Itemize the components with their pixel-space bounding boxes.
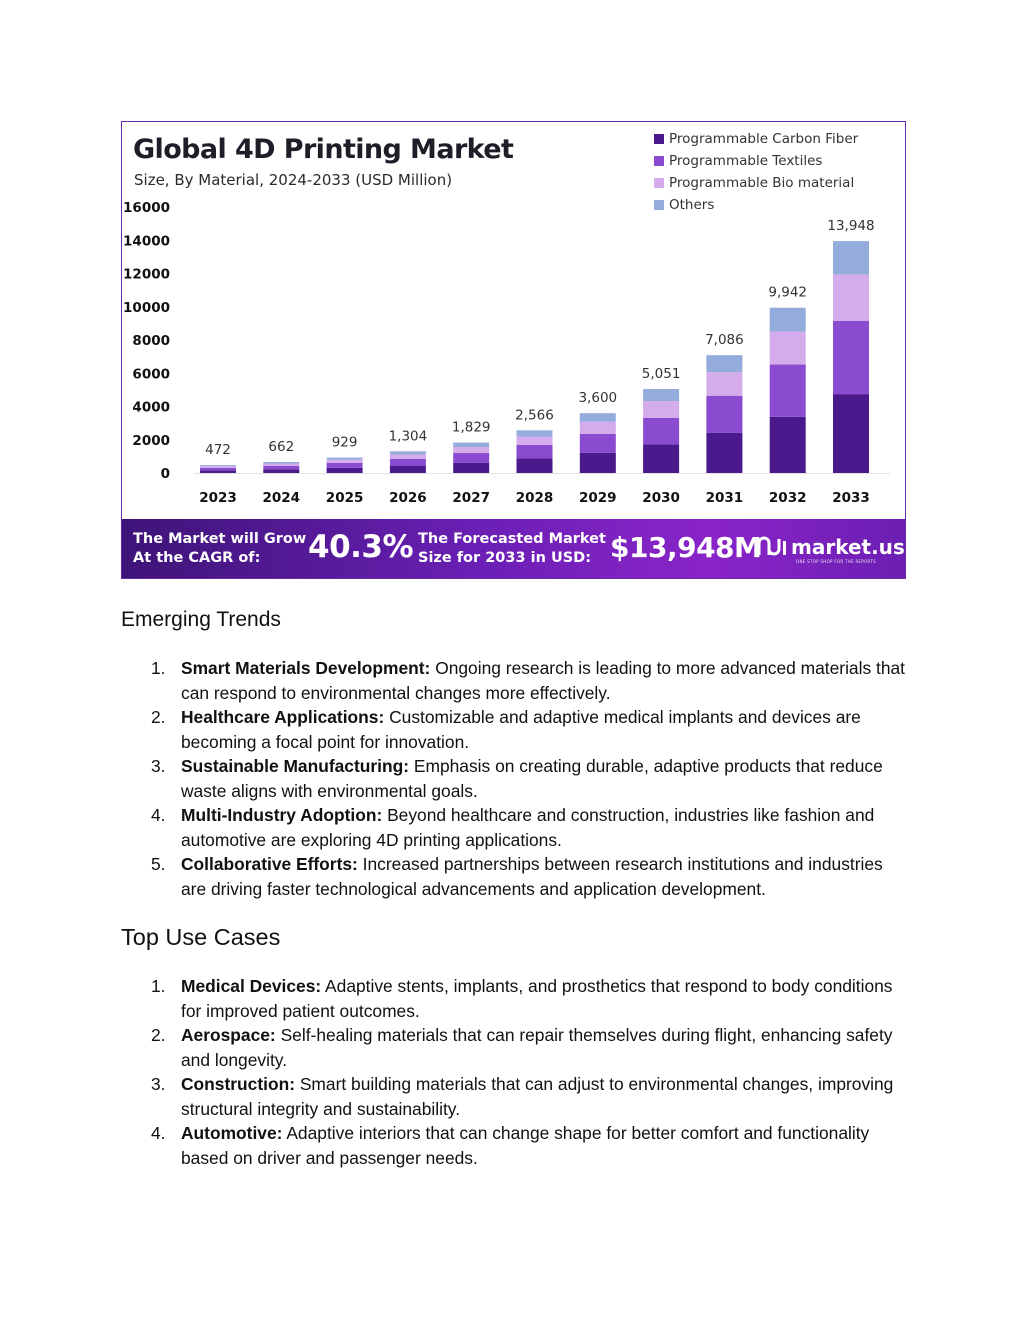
y-tick-label: 4000 xyxy=(132,399,170,416)
list-number: 4. xyxy=(151,805,166,825)
bar-total-label: 662 xyxy=(268,438,295,455)
chart-legend xyxy=(654,128,858,216)
chart-title: Global 4D Printing Market xyxy=(133,134,514,165)
y-tick-label: 12000 xyxy=(123,266,170,283)
x-tick-label: 2023 xyxy=(199,490,237,506)
list-number: 1. xyxy=(151,976,166,996)
x-tick-label: 2026 xyxy=(389,490,427,506)
list-term: Healthcare Applications: xyxy=(181,707,385,727)
legend-swatch-carbon-fiber xyxy=(654,134,664,144)
x-tick-label: 2025 xyxy=(325,490,364,506)
bar-segment-others xyxy=(580,413,616,422)
bar-segment-textiles xyxy=(263,466,299,469)
bar-segment-textiles xyxy=(706,396,742,433)
bar-segment-bio-material xyxy=(706,372,742,396)
bar-total-label: 1,829 xyxy=(451,419,491,436)
list-number: 2. xyxy=(151,707,166,727)
forecast-caption-line2: Size for 2033 in USD: xyxy=(418,550,592,566)
bar-segment-bio-material xyxy=(390,454,426,458)
bar-total-label: 1,304 xyxy=(388,428,428,445)
section-heading-top-use-cases: Top Use Cases xyxy=(121,924,281,950)
list-number: 3. xyxy=(151,756,166,776)
list-term: Aerospace: xyxy=(181,1025,276,1045)
list-text: Beyond healthcare and construction, industries like fashion and automotive are exploring 4D printing applications. xyxy=(181,805,875,850)
bar-total-label: 3,600 xyxy=(578,390,618,407)
y-tick-label: 8000 xyxy=(132,333,170,349)
bar-segment-carbon-fiber xyxy=(580,453,616,473)
bar-segment-carbon-fiber xyxy=(770,417,806,473)
legend-label: Others xyxy=(669,197,715,213)
list-item xyxy=(121,1072,911,1121)
top-use-cases-list xyxy=(121,974,911,1170)
legend-swatch-textiles xyxy=(654,156,664,166)
cagr-caption-line1: The Market will Grow xyxy=(133,531,307,547)
legend-item-carbon-fiber xyxy=(654,128,858,150)
list-item xyxy=(121,754,911,803)
bar-segment-textiles xyxy=(327,463,363,468)
list-term: Construction: xyxy=(181,1074,295,1094)
y-tick-label: 16000 xyxy=(123,200,170,216)
cagr-banner xyxy=(122,519,906,579)
market-us-logo-icon xyxy=(757,535,791,559)
bar-segment-bio-material xyxy=(833,274,869,320)
forecast-caption xyxy=(418,530,606,568)
list-item xyxy=(121,852,911,901)
bar-segment-carbon-fiber xyxy=(390,466,426,473)
bar-total-label: 929 xyxy=(331,434,358,451)
list-text: Self-healing materials that can repair themselves during flight, enhancing safety and longevity. xyxy=(181,1025,893,1070)
x-tick-label: 2033 xyxy=(832,490,870,506)
bar-segment-carbon-fiber xyxy=(200,470,236,473)
bar-segment-bio-material xyxy=(770,332,806,365)
list-term: Smart Materials Development: xyxy=(181,658,431,678)
x-tick-label: 2030 xyxy=(642,490,680,506)
list-term: Collaborative Efforts: xyxy=(181,854,358,874)
legend-swatch-bio-material xyxy=(654,178,664,188)
logo-tagline: ONE STOP SHOP FOR THE REPORTS xyxy=(796,559,876,564)
bar-segment-textiles xyxy=(517,445,553,458)
list-item xyxy=(121,1121,911,1170)
bar-segment-others xyxy=(453,443,489,447)
bar-total-label: 2,566 xyxy=(515,407,554,424)
emerging-trends-list xyxy=(121,656,911,901)
bar-segment-others xyxy=(517,430,553,436)
list-text: Customizable and adaptive medical implants and devices are becoming a focal point for innovation. xyxy=(181,707,861,752)
bar-segment-others xyxy=(390,451,426,454)
list-text: Adaptive stents, implants, and prosthetics that respond to body conditions for improved patient outcomes. xyxy=(181,976,893,1021)
bar-segment-bio-material xyxy=(453,447,489,453)
legend-label: Programmable Carbon Fiber xyxy=(669,131,859,147)
legend-swatch-others xyxy=(654,200,664,210)
bar-segment-textiles xyxy=(453,453,489,463)
bar-segment-others xyxy=(770,308,806,332)
x-tick-label: 2027 xyxy=(452,490,490,506)
x-tick-label: 2024 xyxy=(262,490,301,506)
list-number: 5. xyxy=(151,854,166,874)
list-term: Automotive: xyxy=(181,1123,283,1143)
cagr-caption xyxy=(133,530,306,568)
y-tick-label: 14000 xyxy=(123,233,170,250)
bar-segment-textiles xyxy=(643,418,679,445)
x-tick-label: 2028 xyxy=(515,490,554,506)
list-term: Medical Devices: xyxy=(181,976,322,996)
bar-segment-carbon-fiber xyxy=(263,469,299,473)
list-text: Smart building materials that can adjust to environmental changes, improving structural integrity and sustainability. xyxy=(181,1074,894,1119)
legend-label: Programmable Textiles xyxy=(669,153,823,169)
bar-segment-carbon-fiber xyxy=(706,433,742,473)
list-text: Ongoing research is leading to more advanced materials that can respond to environmental changes more effectively. xyxy=(181,658,906,703)
x-tick-label: 2031 xyxy=(705,490,744,506)
market-chart-figure xyxy=(121,121,906,579)
section-heading-emerging-trends: Emerging Trends xyxy=(121,608,281,631)
bar-segment-bio-material xyxy=(263,464,299,466)
legend-item-others xyxy=(654,194,858,216)
bar-total-label: 7,086 xyxy=(705,332,744,349)
chart-subtitle: Size, By Material, 2024-2033 (USD Million) xyxy=(134,171,453,189)
bar-segment-carbon-fiber xyxy=(643,444,679,473)
list-number: 2. xyxy=(151,1025,166,1045)
bar-segment-others xyxy=(263,462,299,464)
bar-segment-textiles xyxy=(390,459,426,466)
list-item xyxy=(121,1023,911,1072)
bar-segment-others xyxy=(643,389,679,401)
legend-label: Programmable Bio material xyxy=(669,175,855,191)
bar-segment-bio-material xyxy=(200,466,236,468)
bar-total-label: 9,942 xyxy=(768,284,808,301)
list-item xyxy=(121,803,911,852)
bar-segment-others xyxy=(833,241,869,274)
list-number: 3. xyxy=(151,1074,166,1094)
bar-segment-bio-material xyxy=(580,422,616,434)
list-text: Emphasis on creating durable, adaptive products that reduce waste aligns with environmental goals. xyxy=(181,756,883,801)
bar-total-label: 5,051 xyxy=(641,366,681,383)
market-us-logo-text: market.us xyxy=(791,535,905,559)
y-tick-label: 6000 xyxy=(132,366,170,383)
bar-segment-bio-material xyxy=(517,437,553,445)
cagr-value: 40.3% xyxy=(308,529,414,565)
bar-segment-carbon-fiber xyxy=(327,468,363,473)
list-item xyxy=(121,656,911,705)
bar-segment-others xyxy=(200,465,236,466)
x-tick-label: 2029 xyxy=(579,490,617,506)
bar-segment-others xyxy=(706,355,742,372)
y-tick-label: 2000 xyxy=(132,432,170,449)
bar-segment-bio-material xyxy=(643,401,679,418)
y-tick-label: 0 xyxy=(160,466,170,482)
list-term: Multi-Industry Adoption: xyxy=(181,805,383,825)
list-number: 4. xyxy=(151,1123,166,1143)
bar-segment-bio-material xyxy=(327,460,363,463)
bar-total-label: 472 xyxy=(205,442,231,459)
bar-total-label: 13,948 xyxy=(827,218,875,235)
cagr-caption-line2: At the CAGR of: xyxy=(133,550,261,566)
legend-item-textiles xyxy=(654,150,858,172)
list-number: 1. xyxy=(151,658,166,678)
list-item xyxy=(121,974,911,1023)
bar-segment-textiles xyxy=(580,434,616,453)
bar-segment-carbon-fiber xyxy=(453,463,489,473)
x-tick-label: 2032 xyxy=(768,490,807,506)
bar-segment-textiles xyxy=(200,468,236,470)
y-tick-label: 10000 xyxy=(123,299,170,316)
list-item xyxy=(121,705,911,754)
list-term: Sustainable Manufacturing: xyxy=(181,756,410,776)
bar-segment-textiles xyxy=(770,365,806,417)
bar-segment-others xyxy=(327,458,363,460)
bar-segment-carbon-fiber xyxy=(517,458,553,473)
list-text: Increased partnerships between research institutions and industries are driving faster technological advancements and application development. xyxy=(181,854,883,899)
bar-segment-textiles xyxy=(833,321,869,394)
market-us-logo xyxy=(757,532,905,562)
legend-item-bio-material xyxy=(654,172,858,194)
bar-segment-carbon-fiber xyxy=(833,394,869,473)
list-text: Adaptive interiors that can change shape for better comfort and functionality based on driver and passenger needs. xyxy=(181,1123,870,1168)
forecast-value: $13,948M xyxy=(610,531,762,564)
forecast-caption-line1: The Forecasted Market xyxy=(418,531,606,547)
